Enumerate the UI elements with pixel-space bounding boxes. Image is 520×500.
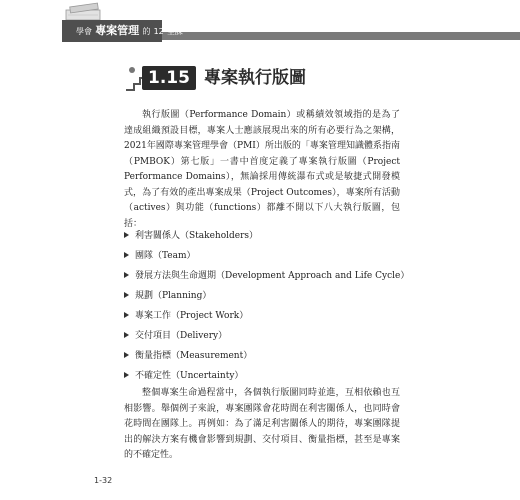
bullet-icon (124, 312, 129, 318)
domain-label: 衡量指標（Measurement） (135, 351, 253, 361)
bullet-icon (124, 292, 129, 298)
domain-label: 規劃（Planning） (135, 291, 212, 301)
running-header (62, 20, 183, 42)
bullet-icon (124, 372, 129, 378)
section-heading (124, 62, 424, 92)
closing-paragraph: 整個專案生命過程當中，各個執行版圖同時並進，互相依賴也互相影響。舉個例子來說，專案團隊會花時間在利害關係人，也同時會花時間在團隊上。再例如：為了滿足利害關係人的期待，專案團隊提出的解決方案有機會影響到規劃、交付項目、衡量指標，甚至是專案的不確定性。 (124, 388, 400, 460)
intro-paragraph: 執行版圖（Performance Domain）或稱績效領域指的是為了達成組織預設目標，專案人士應該展現出來的所有必要行為之架構，2021年國際專案管理學會（PMI）所出版的「專案管理知識體系指南（PMBOK）第七版」一書中首度定義了專案執行版圖（Project Performance Domains），無論採用傳統瀑布式或是敏捷式開發模式，為了有效的產出專案成果（Project Outcomes），專案所有活動（actives）與功能（functions）都離不開以下八大執行版圖，包括： (124, 110, 400, 229)
book-stack-icon (64, 2, 104, 22)
list-item (124, 346, 409, 366)
section-title: 專案執行版圖 (204, 68, 306, 88)
header-middle: 的 (142, 27, 151, 36)
list-item (124, 366, 409, 386)
header-prefix: 學會 (76, 27, 92, 36)
domain-label: 團隊（Team） (135, 251, 196, 261)
list-item (124, 306, 409, 326)
list-item (124, 226, 409, 246)
domain-label: 發展方法與生命週期（Development Approach and Life Cycle） (135, 271, 410, 281)
domain-label: 交付項目（Delivery） (135, 331, 228, 341)
header-suffix: 堂課 (166, 27, 183, 36)
bullet-icon (124, 252, 129, 258)
domain-label: 不確定性（Uncertainty） (135, 371, 244, 381)
header-number: 12 (153, 27, 164, 36)
domain-label: 專案工作（Project Work） (135, 311, 249, 321)
page-number: 1-32 (94, 476, 113, 485)
list-item (124, 246, 409, 266)
bullet-icon (124, 332, 129, 338)
list-item (124, 326, 409, 346)
header-book-title: 專案管理 (95, 24, 140, 37)
performance-domain-list (124, 226, 409, 386)
bullet-icon (124, 232, 129, 238)
bullet-icon (124, 352, 129, 358)
section-number: 1.15 (142, 66, 196, 90)
bullet-icon (124, 272, 129, 278)
domain-label: 利害關係人（Stakeholders） (135, 231, 259, 241)
list-item (124, 266, 409, 286)
list-item (124, 286, 409, 306)
